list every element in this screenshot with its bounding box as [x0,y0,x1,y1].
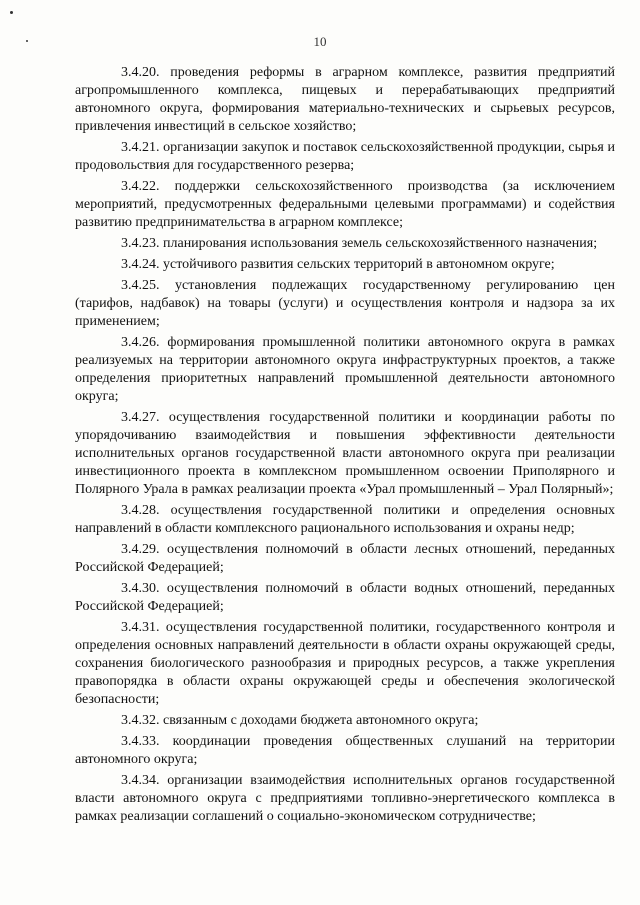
scan-speck [10,11,13,14]
document-body [75,64,615,829]
page-number: 10 [313,34,327,49]
paragraph-3-4-21: 3.4.21. организации закупок и поставок сельскохозяйственной продукции, сырья и продовольствия для государственного резерва; [75,140,615,173]
paragraph-3-4-34: 3.4.34. организации взаимодействия исполнительных органов государственной власти автономного округа с предприятиями топливно-энергетического комплекса в рамках реализации соглашений о социально-экономическом сотрудничестве; [75,773,615,824]
paragraph-3-4-25: 3.4.25. установления подлежащих государственному регулированию цен (тарифов, надбавок) на товары (услуги) и осуществления контроля и надзора за их применением; [75,278,615,329]
paragraph-3-4-29: 3.4.29. осуществления полномочий в области лесных отношений, переданных Российской Федерацией; [75,542,615,575]
paragraph-3-4-22: 3.4.22. поддержки сельскохозяйственного производства (за исключением мероприятий, предусмотренных федеральными целевыми программами) и содействия развитию предпринимательства в аграрном комплексе; [75,179,615,230]
paragraph-3-4-33: 3.4.33. координации проведения общественных слушаний на территории автономного округа; [75,734,615,767]
paragraph-3-4-26: 3.4.26. формирования промышленной политики автономного округа в рамках реализуемых на территории автономного округа инфраструктурных проектов, а также определения приоритетных направлений промышленной деятельности автономного округа; [75,335,615,404]
paragraph-3-4-32: 3.4.32. связанным с доходами бюджета автономного округа; [121,713,479,728]
paragraph-3-4-24: 3.4.24. устойчивого развития сельских территорий в автономном округе; [121,257,555,272]
paragraph-3-4-27: 3.4.27. осуществления государственной политики и координации работы по упорядочиванию взаимодействия и повышения эффективности деятельности исполнительных органов государственной власти автономного округа при реализации инвестиционного проекта в комплексном промышленном освоении Приполярного и Полярного Урала в рамках реализации проекта «Урал промышленный – Урал Полярный»; [75,410,615,497]
paragraph-3-4-31: 3.4.31. осуществления государственной политики, государственного контроля и определения основных направлений деятельности в области охраны окружающей среды, сохранения биологического разнообразия и природных ресурсов, а также укрепления правопорядка в области охраны окружающей среды и обеспечения экологической безопасности; [75,620,615,707]
paragraph-3-4-30: 3.4.30. осуществления полномочий в области водных отношений, переданных Российской Федерацией; [75,581,615,614]
paragraph-3-4-28: 3.4.28. осуществления государственной политики и определения основных направлений в области комплексного рационального использования и охраны недр; [75,503,615,536]
paragraph-3-4-23: 3.4.23. планирования использования земель сельскохозяйственного назначения; [121,236,598,251]
paragraph-3-4-20: 3.4.20. проведения реформы в аграрном комплексе, развития предприятий агропромышленного комплекса, пищевых и перерабатывающих предприятий автономного округа, формирования материально-технических и сырьевых ресурсов, привлечения инвестиций в сельское хозяйство; [75,65,615,134]
